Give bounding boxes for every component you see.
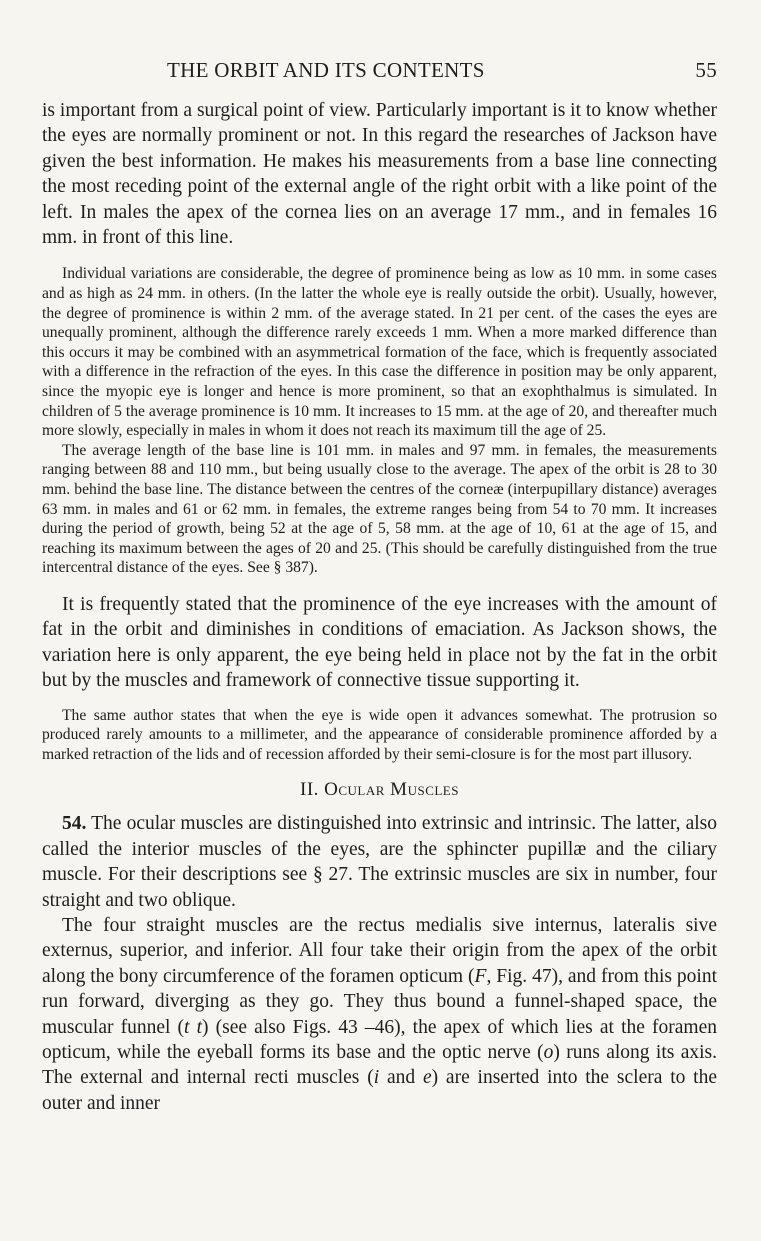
text-run: The four straight muscles are the rectus medialis sive internus, lateralis sive externus, superior, and inferior. All four take their origin from the apex of the orbit along the bony circumference of the foramen opticum ( (42, 914, 717, 987)
small-print-paragraph-variations: Individual variations are considerable, the degree of prominence being as low as 10 mm. in some cases and as high as 24 mm. in others. (In the latter the whole eye is really outside the orbit). Usually, however, the degree of prominence is within 2 mm. of the average stated. In 21 per cent. of the cases the eyes are unequally prominent, although the difference rarely exceeds 1 mm. When a more marked difference than this occurs it may be combined with an asymmetrical formation of the face, which is frequently associated with a difference in the refraction of the eyes. In this case the difference in position may be only apparent, since the myopic eye is longer and hence is more prominent, so that an exophthalmus is simulated. In children of 5 the average prominence is 10 mm. It increases to 15 mm. at the age of 20, and thereafter much more slowly, especially in males in whom it does not reach its maximum till the age of 25. (42, 265, 717, 440)
figure-label-e: e (422, 1067, 432, 1089)
paragraph-continued: is important from a surgical point of view. Particularly important is it to know whether the eyes are normally prominent or not. In this regard the researches of Jackson have given the best information. He makes his measurements from a base line connecting the most receding point of the external angle of the right orbit with a like point of the left. In males the apex of the cornea lies on an average 17 mm., and in females 16 mm. in front of this line. (42, 100, 717, 249)
section-numeral: II. (300, 779, 319, 801)
paragraph-54 (42, 811, 717, 913)
book-page (42, 0, 717, 1116)
small-print-paragraph-protrusion: The same author states that when the eye is wide open it advances somewhat. The protrusion so produced rarely amounts to a millimeter, and the appearance of considerable prominence afforded by a marked retraction of the lids and of recession afforded by their semi-closure is for the most part illusory. (42, 706, 717, 763)
running-header (42, 58, 717, 98)
paragraph-54-text: The ocular muscles are distinguished into extrinsic and intrinsic. The latter, also called the interior muscles of the eyes, are the sphincter pupillæ and the ciliary muscle. For their descriptions see § 27. The extrinsic muscles are six in number, four straight and two oblique. (42, 813, 717, 911)
small-print-paragraph-base-line: The average length of the base line is 101 mm. in males and 97 mm. in females, the measurements ranging between 88 and 110 mm., but being usually close to the average. The apex of the orbit is 28 to 30 mm. behind the base line. The distance between the centres of the corneæ (interpupillary distance) averages 63 mm. in males and 61 or 62 mm. in females, the extreme ranges being from 54 to 70 mm. It increases during the period of growth, being 52 at the age of 5, 58 mm. at the age of 10, 61 at the age of 15, and reaching its maximum between the ages of 20 and 25. (This should be carefully distinguished from the true intercentral distance of the eyes. See § 387). (42, 441, 717, 577)
running-title: THE ORBIT AND ITS CONTENTS (167, 58, 485, 82)
text-run: ) (see also Figs. 43 –46), the apex of which lies at the foramen opticum, while the eyeball forms its base and the optic nerve ( (42, 1016, 717, 1063)
text-run: ) are inserted into the sclera to the outer and inner (42, 1067, 718, 1114)
section-heading (42, 779, 717, 801)
section-title: Ocular Muscles (324, 779, 459, 801)
paragraph-fat-prominence: It is frequently stated that the prominence of the eye increases with the amount of fat in the orbit and diminishes in conditions of emaciation. As Jackson shows, the variation here is only apparent, the eye being held in place not by the fat in the orbit but by the muscles and framework of connective tissue supporting it. (42, 593, 717, 692)
text-run: ) runs along its axis. The external and internal recti muscles ( (42, 1042, 718, 1089)
figure-label-i: i (373, 1067, 380, 1089)
paragraph-straight-muscles (42, 913, 717, 1116)
text-run: , Fig. 47), and from this point run forward, diverging as they go. They thus bound a funnel-shaped space, the muscular funnel ( (42, 965, 717, 1038)
figure-label-tt: t t (184, 1016, 203, 1038)
paragraph-number: 54. (62, 813, 87, 835)
page-number: 55 (695, 58, 717, 82)
figure-label-o: o (543, 1042, 554, 1063)
text-run: and (379, 1067, 423, 1089)
figure-label-F: F (474, 965, 487, 987)
